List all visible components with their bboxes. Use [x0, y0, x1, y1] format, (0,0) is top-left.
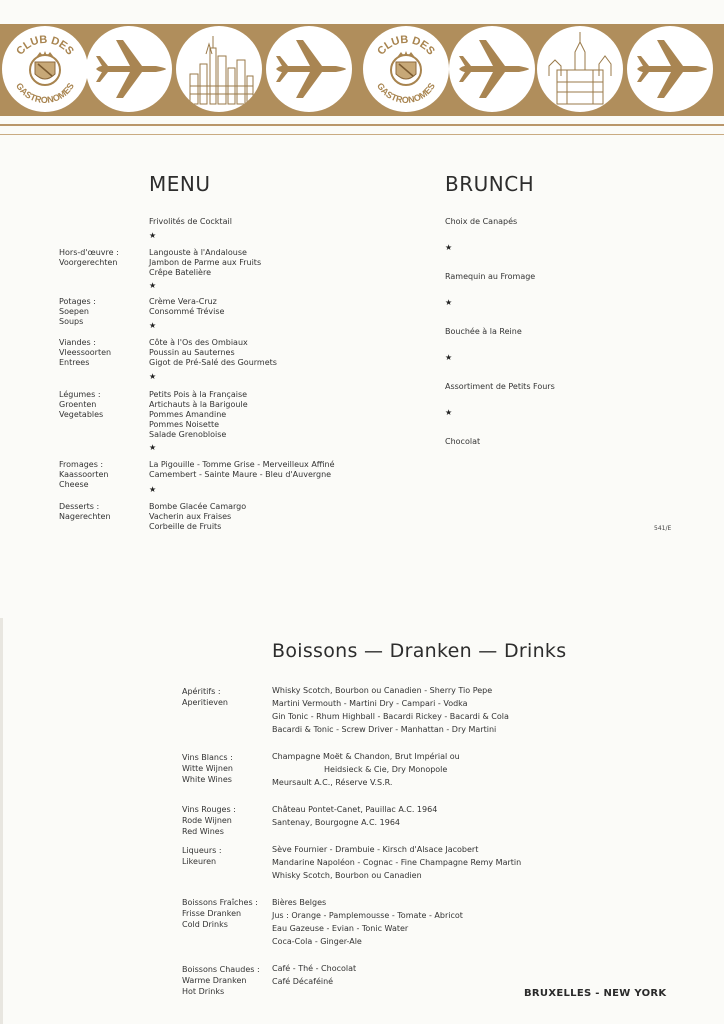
- drinks-items: [272, 962, 356, 988]
- reference-code: 541/E: [654, 525, 672, 532]
- menu-item: Pommes Noisette: [149, 420, 220, 429]
- drink-item: Martini Vermouth - Martini Dry - Campari - Vodka: [272, 699, 468, 708]
- drink-item: Mandarine Napoléon - Cognac - Fine Champagne Remy Martin: [272, 858, 522, 867]
- club-emblem-icon: [363, 26, 449, 112]
- emblem-text-bottom: GASTRONOMES: [13, 81, 76, 106]
- brunch-item: Chocolat: [445, 437, 481, 446]
- menu-item: Camembert - Sainte Maure - Bleu d'Auvergne: [149, 470, 332, 479]
- menu-item: Gigot de Pré-Salé des Gourmets: [149, 358, 277, 367]
- drinks-items: [272, 803, 437, 829]
- menu-item: Langouste à l'Andalouse: [149, 248, 247, 257]
- star-icon: ★: [149, 231, 157, 240]
- course-items: [149, 390, 248, 440]
- drink-item: Bières Belges: [272, 898, 327, 907]
- menu-item: Jambon de Parme aux Fruits: [149, 258, 262, 267]
- menu-item: Poussin au Sauternes: [149, 348, 235, 357]
- menu-item: Vacherin aux Fraises: [149, 512, 232, 521]
- banner-rule: [0, 124, 724, 126]
- route-footer: BRUXELLES - NEW YORK: [524, 988, 667, 999]
- brussels-grand-place-disc: [537, 26, 623, 112]
- drink-item: Château Pontet-Canet, Pauillac A.C. 1964: [272, 805, 438, 814]
- menu-item: Artichauts à la Barigoule: [149, 400, 248, 409]
- drink-item: Santenay, Bourgogne A.C. 1964: [272, 818, 400, 827]
- drink-item: Coca-Cola - Ginger-Ale: [272, 937, 362, 946]
- brunch-item: Choix de Canapés: [445, 217, 518, 226]
- banner-rule: [0, 134, 724, 135]
- club-emblem-disc: [363, 26, 449, 112]
- menu-item: Corbeille de Fruits: [149, 522, 222, 531]
- new-york-skyline-icon: [176, 26, 262, 112]
- new-york-skyline-disc: [176, 26, 262, 112]
- course-items: [149, 460, 335, 480]
- menu-item: La Pigouille - Tomme Grise - Merveilleux Affiné: [149, 460, 335, 469]
- menu-item: Salade Grenobloise: [149, 430, 227, 439]
- menu-item: Petits Pois à la Française: [149, 390, 248, 399]
- drinks-items: [272, 843, 521, 882]
- drinks-items: [272, 750, 460, 789]
- star-icon: ★: [149, 372, 157, 381]
- course-label: Viandes : Vleessoorten Entrees: [59, 338, 112, 367]
- course-label: Hors-d'œuvre : Voorgerechten: [59, 248, 119, 267]
- airplane-icon: [627, 26, 713, 112]
- drinks-title: Boissons — Dranken — Drinks: [272, 640, 567, 662]
- club-emblem-icon: [2, 26, 88, 112]
- brussels-town-hall-icon: [537, 26, 623, 112]
- drink-item: Jus : Orange - Pamplemousse - Tomate - Abricot: [272, 911, 463, 920]
- drinks-label: Liqueurs : Likeuren: [182, 846, 222, 866]
- star-icon: ★: [149, 443, 157, 452]
- drink-item: Café Décaféiné: [272, 977, 334, 986]
- star-icon: ★: [445, 408, 453, 417]
- drink-item: Bacardi & Tonic - Screw Driver - Manhattan - Dry Martini: [272, 725, 497, 734]
- course-items: [149, 248, 261, 278]
- brunch-title: BRUNCH: [445, 172, 535, 196]
- star-icon: ★: [149, 321, 157, 330]
- header-banner: [0, 24, 724, 116]
- emblem-text-top: CLUB DES: [14, 33, 76, 58]
- menu-item: Pommes Amandine: [149, 410, 227, 419]
- airplane-disc: [86, 26, 172, 112]
- airplane-disc: [449, 26, 535, 112]
- drinks-label: Apéritifs : Aperitieven: [182, 687, 228, 707]
- drink-item: Gin Tonic - Rhum Highball - Bacardi Rickey - Bacardi & Cola: [272, 712, 509, 721]
- brunch-item: Assortiment de Petits Fours: [445, 382, 555, 391]
- airplane-disc: [266, 26, 352, 112]
- course-items: [149, 502, 246, 532]
- course-label: Légumes : Groenten Vegetables: [59, 390, 104, 419]
- course-items: [149, 338, 277, 368]
- club-emblem-disc: [2, 26, 88, 112]
- drink-item: Café - Thé - Chocolat: [272, 964, 357, 973]
- drink-item: Heidsieck & Cie, Dry Monopole: [324, 765, 448, 774]
- drink-item: Meursault A.C., Réserve V.S.R.: [272, 778, 393, 787]
- menu-title: MENU: [149, 172, 211, 196]
- course-label: Potages : Soepen Soups: [59, 297, 96, 326]
- emblem-text-top: CLUB DES: [375, 33, 437, 58]
- drinks-label: Vins Rouges : Rode Wijnen Red Wines: [182, 805, 236, 836]
- menu-item: Bombe Glacée Camargo: [149, 502, 247, 511]
- emblem-text-bottom: GASTRONOMES: [374, 81, 437, 106]
- menu-item: Crêpe Batelière: [149, 268, 212, 277]
- drinks-items: [272, 684, 509, 736]
- drink-item: Champagne Moët & Chandon, Brut Impérial ou: [272, 752, 460, 761]
- star-icon: ★: [445, 243, 453, 252]
- page-fold: [0, 618, 3, 1024]
- menu-item: Consommé Trévise: [149, 307, 225, 316]
- star-icon: ★: [445, 353, 453, 362]
- course-items: [149, 297, 224, 317]
- brunch-item: Bouchée à la Reine: [445, 327, 522, 336]
- drink-item: Sève Fournier - Drambuie - Kirsch d'Alsace Jacobert: [272, 845, 479, 854]
- drinks-label: Boissons Fraîches : Frisse Dranken Cold Drinks: [182, 898, 258, 929]
- drinks-label: Vins Blancs : Witte Wijnen White Wines: [182, 753, 233, 784]
- brunch-item: Ramequin au Fromage: [445, 272, 536, 281]
- airplane-disc: [627, 26, 713, 112]
- drink-item: Whisky Scotch, Bourbon ou Canadien - Sherry Tio Pepe: [272, 686, 493, 695]
- star-icon: ★: [149, 485, 157, 494]
- airplane-icon: [449, 26, 535, 112]
- menu-item: Frivolités de Cocktail: [149, 217, 232, 226]
- drinks-label: Boissons Chaudes : Warme Dranken Hot Drinks: [182, 965, 260, 996]
- airplane-icon: [86, 26, 172, 112]
- course-label: Desserts : Nagerechten: [59, 502, 111, 521]
- star-icon: ★: [149, 281, 157, 290]
- menu-item: Côte à l'Os des Ombiaux: [149, 338, 248, 347]
- airplane-icon: [266, 26, 352, 112]
- drinks-items: [272, 896, 463, 948]
- menu-item: Crème Vera-Cruz: [149, 297, 217, 306]
- course-label: Fromages : Kaassoorten Cheese: [59, 460, 109, 489]
- drink-item: Eau Gazeuse - Evian - Tonic Water: [272, 924, 409, 933]
- star-icon: ★: [445, 298, 453, 307]
- drink-item: Whisky Scotch, Bourbon ou Canadien: [272, 871, 422, 880]
